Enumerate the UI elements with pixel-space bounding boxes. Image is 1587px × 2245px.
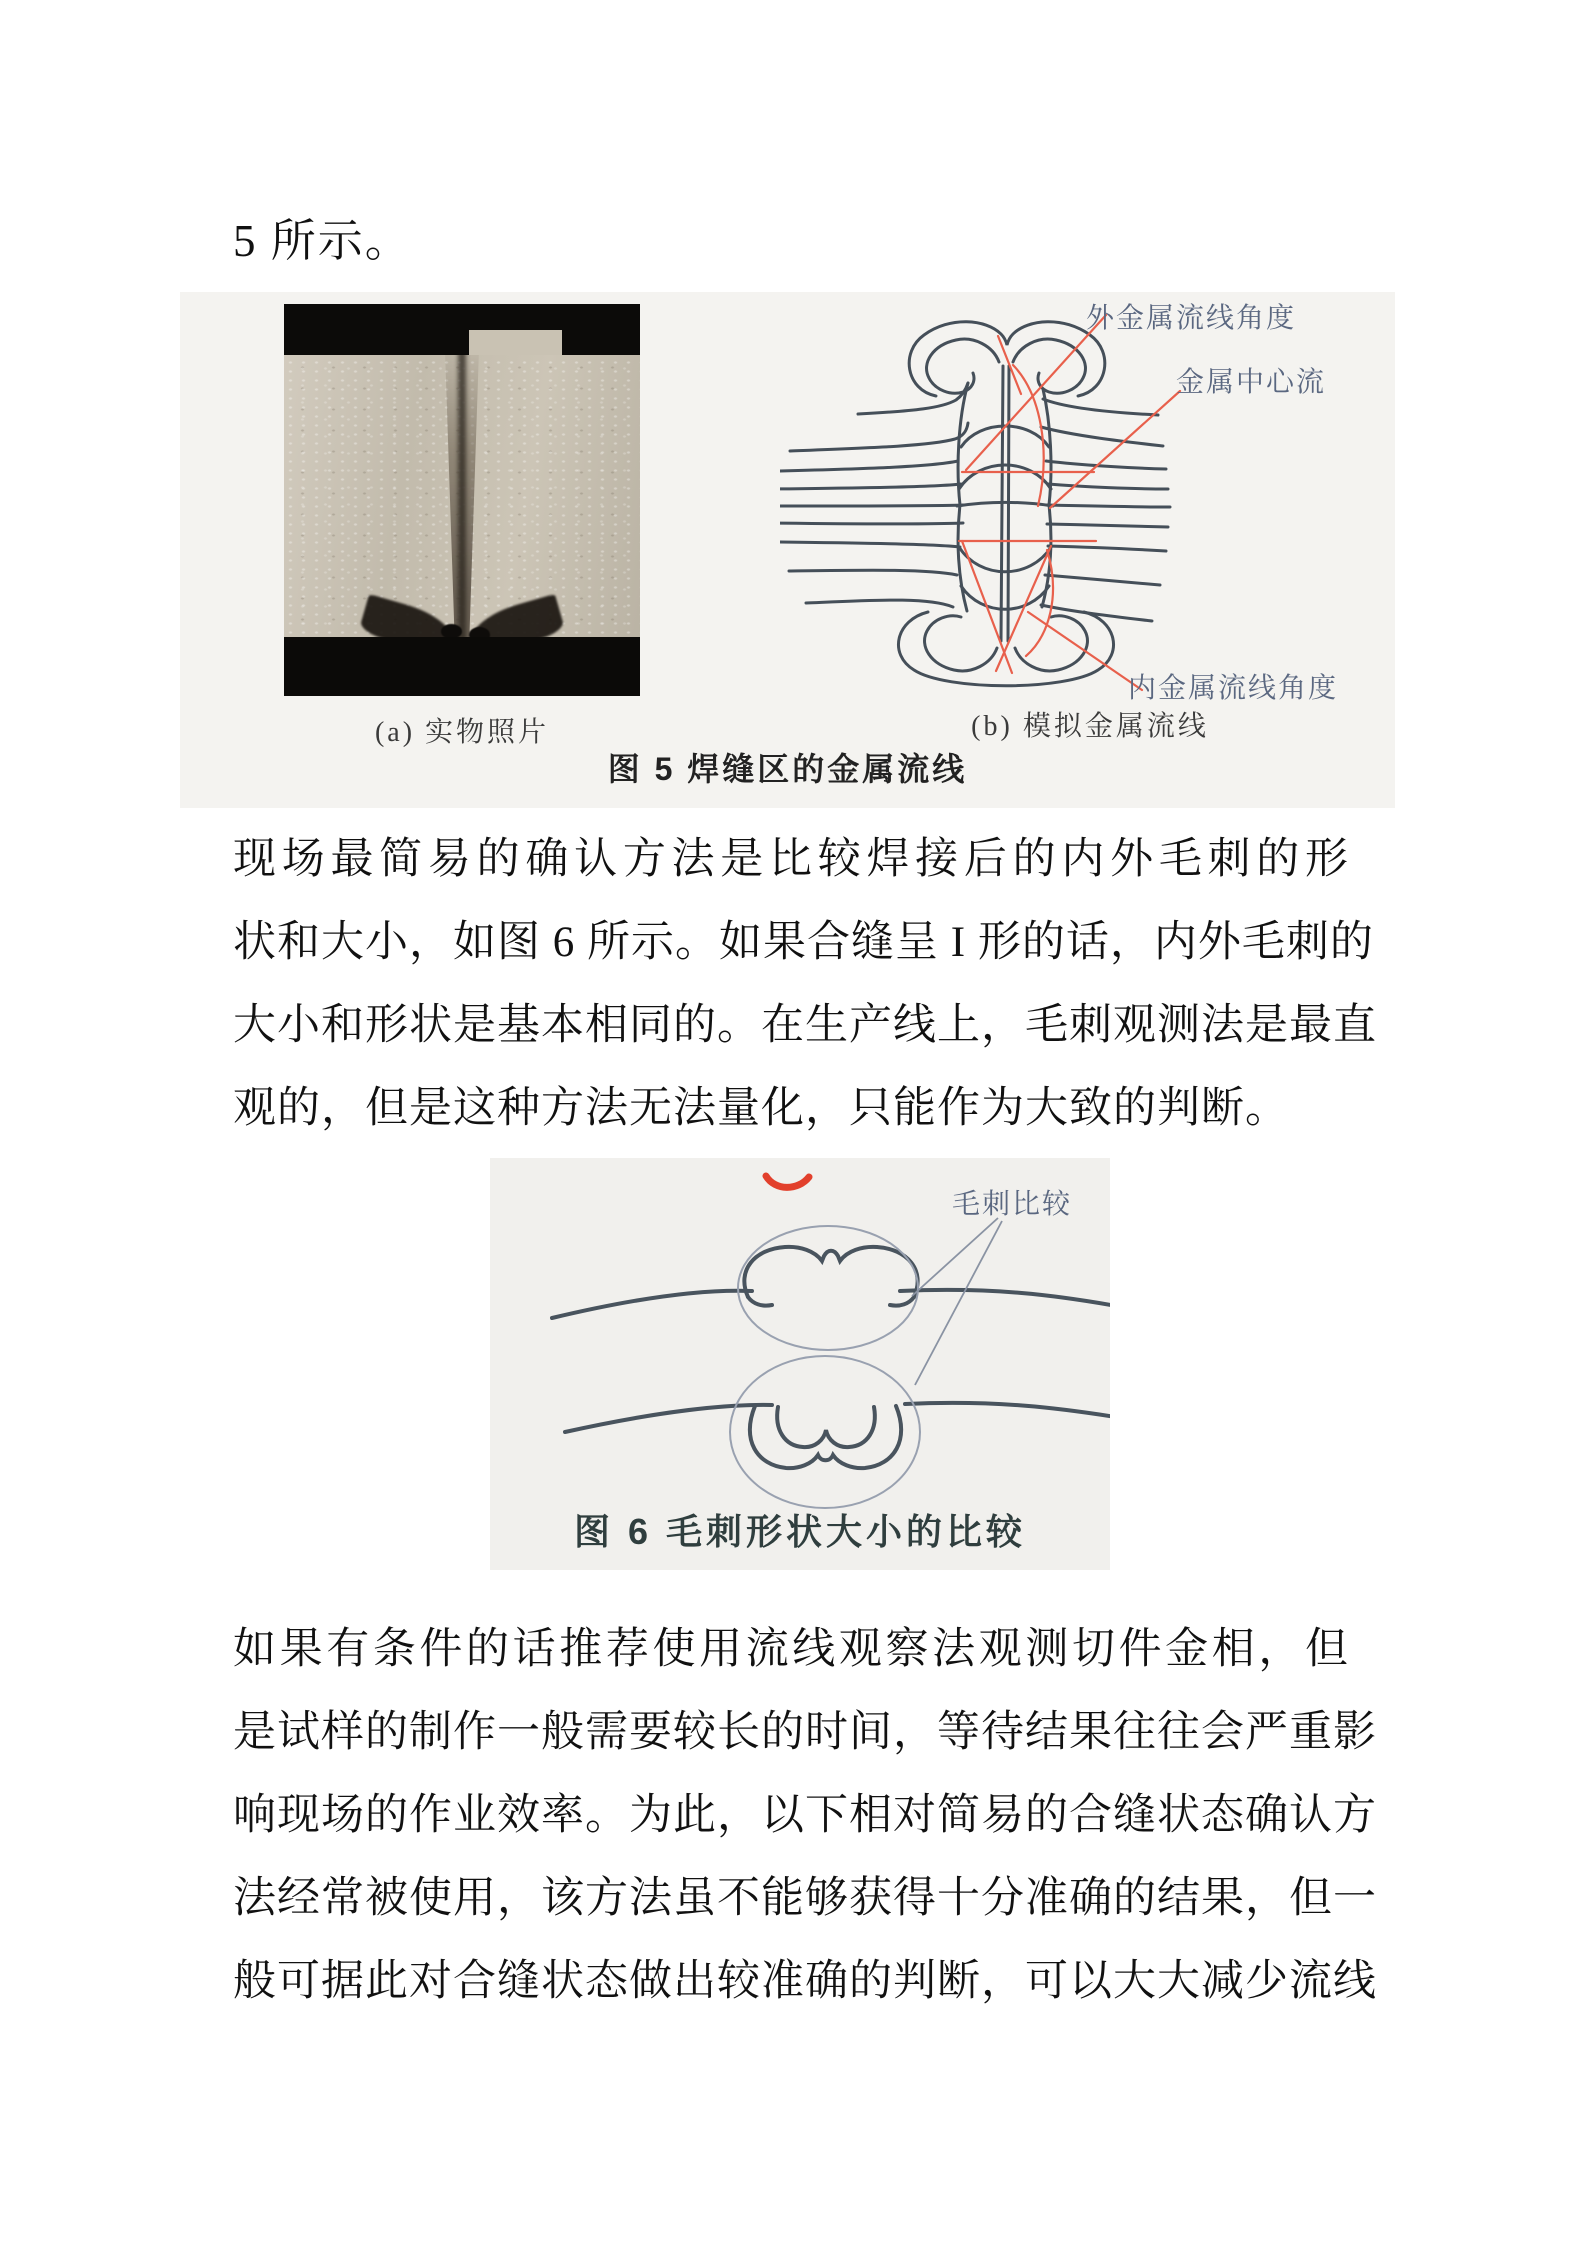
text-line: 是试样的制作一般需要较长的时间，等待结果往往会严重影 (233, 1709, 1377, 1756)
text-line: 如果有条件的话推荐使用流线观察法观测切件金相，但 (233, 1626, 1349, 1673)
photo-dark-band-bottom (284, 637, 640, 696)
photo-dark-band-top (284, 304, 640, 355)
text-line: 般可据此对合缝状态做出较准确的判断，可以大大减少流线 (233, 1958, 1377, 2005)
figure6 (490, 1158, 1110, 1570)
text-line: 法经常被使用，该方法虽不能够获得十分准确的结果，但一 (233, 1875, 1377, 1922)
text-line: 观的，但是这种方法无法量化，只能作为大致的判断。 (233, 1085, 1289, 1132)
text-line: 大小和形状是基本相同的。在生产线上，毛刺观测法是最直 (233, 1002, 1377, 1049)
paragraph-2 (233, 1608, 1377, 2023)
label-inner-flow-angle: 内金属流线角度 (1128, 673, 1339, 704)
text-line: 响现场的作业效率。为此，以下相对简易的合缝状态确认方 (233, 1792, 1377, 1839)
figure5b-caption: (b) 模拟金属流线 (971, 711, 1209, 742)
label-center-flow: 金属中心流 (1176, 367, 1327, 398)
weld-seam-line (458, 347, 466, 649)
weld-photo (284, 304, 640, 696)
figure5 (180, 292, 1395, 808)
photo-band-notch (469, 330, 562, 354)
text-line: 状和大小，如图 6 所示。如果合缝呈 I 形的话，内外毛刺的 (233, 919, 1374, 966)
label-burr-comparison: 毛刺比较 (952, 1189, 1073, 1220)
label-outer-flow-angle: 外金属流线角度 (1086, 303, 1297, 334)
text-line: 现场最简易的确认方法是比较焊接后的内外毛刺的形 (233, 836, 1349, 883)
figure5-caption: 图 5 焊缝区的金属流线 (607, 751, 968, 787)
figure6-caption: 图 6 毛刺形状大小的比较 (573, 1511, 1027, 1552)
intro-line: 5 所示。 (233, 216, 412, 266)
figure5a-caption: (a) 实物照片 (374, 717, 550, 748)
paragraph-1 (233, 818, 1377, 1150)
